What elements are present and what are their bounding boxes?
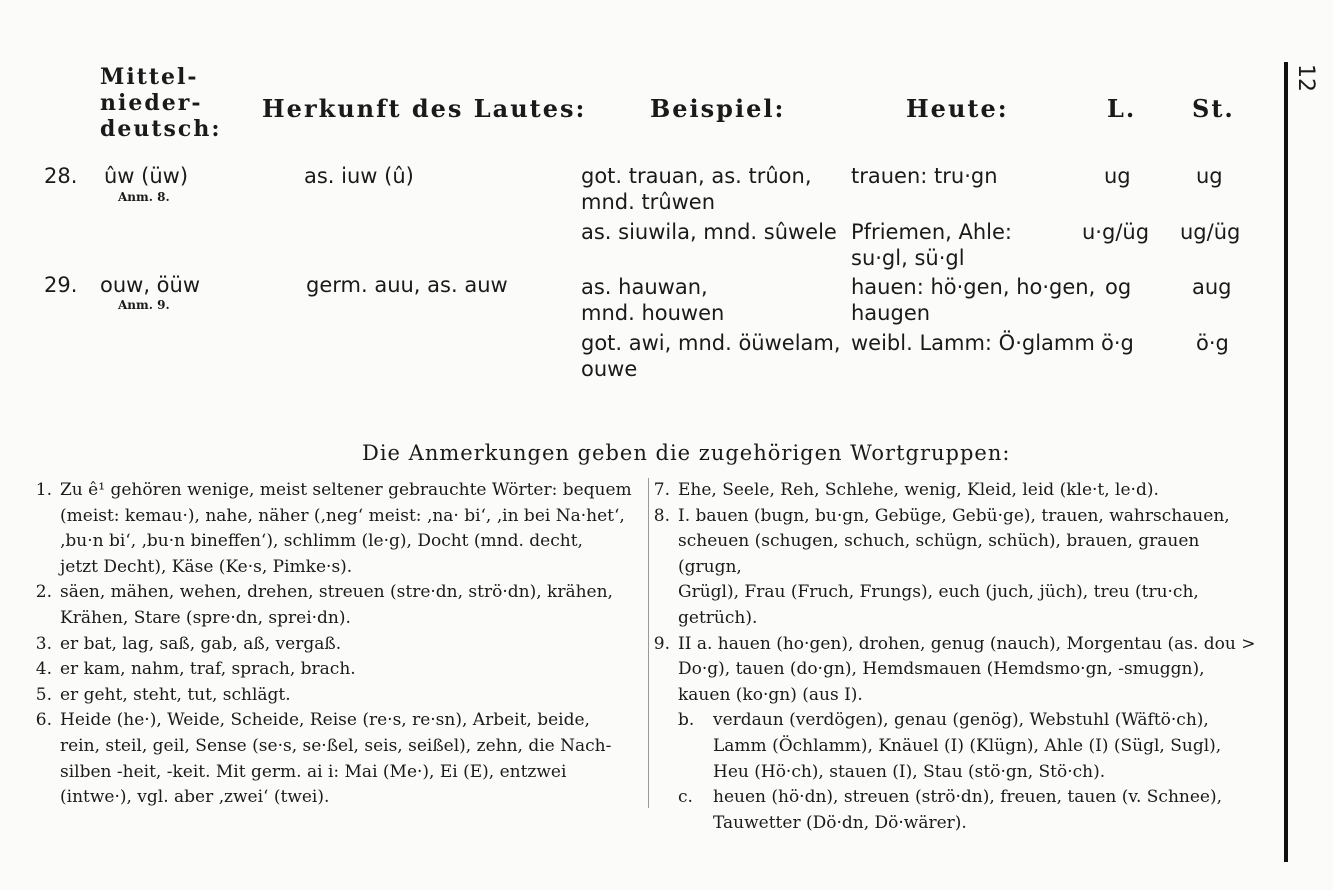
row-28b-l: u·g/üg xyxy=(1082,220,1150,244)
note-line: Krähen, Stare (spre·dn, sprei·dn). xyxy=(60,607,351,628)
note-line: Lamm (Öchlamm), Knäuel (I) (Klügn), Ahle (I) (Sügl, Sugl), xyxy=(713,735,1222,756)
header-mnd-line-2: nieder- xyxy=(100,90,203,116)
row-29b-beispiel-line-1: got. awi, mnd. öüwelam, xyxy=(581,331,841,355)
row-28b-heute xyxy=(851,219,1012,271)
note-item xyxy=(0,632,640,658)
row-28-anm: Anm. 8. xyxy=(118,190,170,204)
note-line: kauen (ko·gn) (aus I). xyxy=(678,684,863,705)
note-line: er bat, lag, saß, gab, aß, vergaß. xyxy=(60,633,342,654)
row-29a-beispiel xyxy=(581,274,724,326)
note-line: (meist: kemau·), nahe, näher (‚neg‘ meist: ‚na· bi‘, ‚in bei Na·het‘, xyxy=(60,505,625,526)
note-line: Heu (Hö·ch), stauen (I), Stau (stö·gn, Stö·ch). xyxy=(713,761,1106,782)
note-line: heuen (hö·dn), streuen (strö·dn), freuen, tauen (v. Schnee), xyxy=(713,787,1223,808)
row-28b-heute-line-2: su·gl, sü·gl xyxy=(851,246,965,270)
note-item xyxy=(618,708,1268,785)
row-29a-heute xyxy=(851,274,1095,326)
note-item xyxy=(618,504,1268,632)
header-herkunft: Herkunft des Lautes: xyxy=(262,94,587,123)
row-29b-st: ö·g xyxy=(1196,331,1229,355)
note-line: getrüch). xyxy=(678,607,758,628)
header-mnd-line-1: Mittel- xyxy=(100,64,199,90)
note-number: 4. xyxy=(35,659,52,680)
row-29-anm: Anm. 9. xyxy=(118,298,170,312)
note-number: b. xyxy=(678,710,695,731)
page-number: 12 xyxy=(1293,64,1318,92)
right-margin-rule xyxy=(1284,62,1288,862)
header-mnd-line-3: deutsch: xyxy=(100,116,222,142)
row-28a-l: ug xyxy=(1104,164,1131,188)
row-28b-st: ug/üg xyxy=(1180,220,1241,244)
note-number: 5. xyxy=(35,684,52,705)
row-28a-beispiel xyxy=(581,163,812,215)
header-st: St. xyxy=(1192,94,1235,123)
row-28a-beispiel-line-2: mnd. trûwen xyxy=(581,190,716,214)
note-line: er geht, steht, tut, schlägt. xyxy=(60,684,291,705)
row-29a-heute-line-2: haugen xyxy=(851,301,931,325)
note-line: II a. hauen (ho·gen), drohen, genug (nauch), Morgentau (as. dou > xyxy=(678,633,1256,654)
header-mnd xyxy=(100,64,221,142)
row-29-number: 29. xyxy=(44,273,78,297)
notes-right-column xyxy=(618,478,1268,836)
row-29a-beispiel-line-1: as. hauwan, xyxy=(581,275,708,299)
row-29-herkunft: germ. auu, as. auw xyxy=(306,273,508,297)
header-heute: Heute: xyxy=(906,94,1009,123)
row-29-mnd: ouw, öüw xyxy=(100,273,201,297)
note-line: rein, steil, geil, Sense (se·s, se·ßel, seis, seißel), zehn, die Nach- xyxy=(60,735,612,756)
note-line: Ehe, Seele, Reh, Schlehe, wenig, Kleid, leid (kle·t, le·d). xyxy=(678,480,1159,500)
note-item xyxy=(0,657,640,683)
note-number: 1. xyxy=(35,480,52,500)
header-beispiel: Beispiel: xyxy=(650,94,786,123)
row-28-herkunft: as. iuw (û) xyxy=(304,164,414,188)
note-number: 8. xyxy=(653,505,670,526)
row-29a-heute-line-1: hauen: hö·gen, ho·gen, xyxy=(851,275,1096,299)
note-item xyxy=(0,580,640,631)
note-item xyxy=(618,478,1268,504)
note-line: I. bauen (bugn, bu·gn, Gebüge, Gebü·ge), trauen, wahrschauen, xyxy=(678,505,1230,526)
row-28a-heute: trauen: tru·gn xyxy=(851,164,998,188)
note-item xyxy=(618,632,1268,709)
notes-left-column xyxy=(0,478,640,811)
note-line: silben -heit, -keit. Mit germ. ai i: Mai (Me·), Ei (E), entzwei xyxy=(60,761,567,782)
note-number: c. xyxy=(678,787,693,808)
row-29b-beispiel-line-2: ouwe xyxy=(581,357,638,381)
note-line: Zu ê¹ gehören wenige, meist seltener gebrauchte Wörter: bequem xyxy=(60,480,632,500)
note-number: 6. xyxy=(35,710,52,731)
header-l: L. xyxy=(1107,94,1137,123)
row-28b-beispiel: as. siuwila, mnd. sûwele xyxy=(581,220,837,244)
notes-title: Die Anmerkungen geben die zugehörigen Wortgruppen: xyxy=(362,441,1011,465)
row-29b-beispiel xyxy=(581,330,841,382)
row-29a-st: aug xyxy=(1192,275,1232,299)
note-line: jetzt Decht), Käse (Ke·s, Pimke·s). xyxy=(60,556,353,577)
note-item xyxy=(0,478,640,580)
note-line: ‚bu·n bi‘, ‚bu·n bineffen‘), schlimm (le·g), Docht (mnd. decht, xyxy=(60,531,583,552)
row-28a-st: ug xyxy=(1196,164,1223,188)
row-29b-l: ö·g xyxy=(1101,331,1134,355)
note-item xyxy=(618,785,1268,836)
note-item xyxy=(0,708,640,810)
note-line: (intwe·), vgl. aber ‚zwei‘ (twei). xyxy=(60,787,330,808)
note-line: Tauwetter (Dö·dn, Dö·wärer). xyxy=(713,812,967,833)
note-line: säen, mähen, wehen, drehen, streuen (stre·dn, strö·dn), krähen, xyxy=(60,582,613,603)
note-line: Do·g), tauen (do·gn), Hemdsmauen (Hemdsmo·gn, -smuggn), xyxy=(678,659,1205,680)
note-number: 7. xyxy=(653,480,670,500)
row-28a-beispiel-line-1: got. trauan, as. trûon, xyxy=(581,164,812,188)
row-29a-l: og xyxy=(1105,275,1132,299)
note-number: 2. xyxy=(35,582,52,603)
note-line: Grügl), Frau (Fruch, Frungs), euch (juch, jüch), treu (tru·ch, xyxy=(678,582,1199,603)
note-item xyxy=(0,683,640,709)
note-number: 9. xyxy=(653,633,670,654)
note-line: scheuen (schugen, schuch, schügn, schüch), brauen, grauen (grugn, xyxy=(678,531,1200,577)
row-28-mnd: ûw (üw) xyxy=(104,164,189,188)
note-line: verdaun (verdögen), genau (genög), Webstuhl (Wäftö·ch), xyxy=(713,710,1209,731)
row-28-number: 28. xyxy=(44,164,78,188)
row-29b-heute: weibl. Lamm: Ö·glamm xyxy=(851,331,1095,355)
note-number: 3. xyxy=(35,633,52,654)
row-28b-heute-line-1: Pfriemen, Ahle: xyxy=(851,220,1012,244)
row-29a-beispiel-line-2: mnd. houwen xyxy=(581,301,725,325)
note-line: Heide (he·), Weide, Scheide, Reise (re·s, re·sn), Arbeit, beide, xyxy=(60,710,590,731)
note-line: er kam, nahm, traf, sprach, brach. xyxy=(60,659,356,680)
